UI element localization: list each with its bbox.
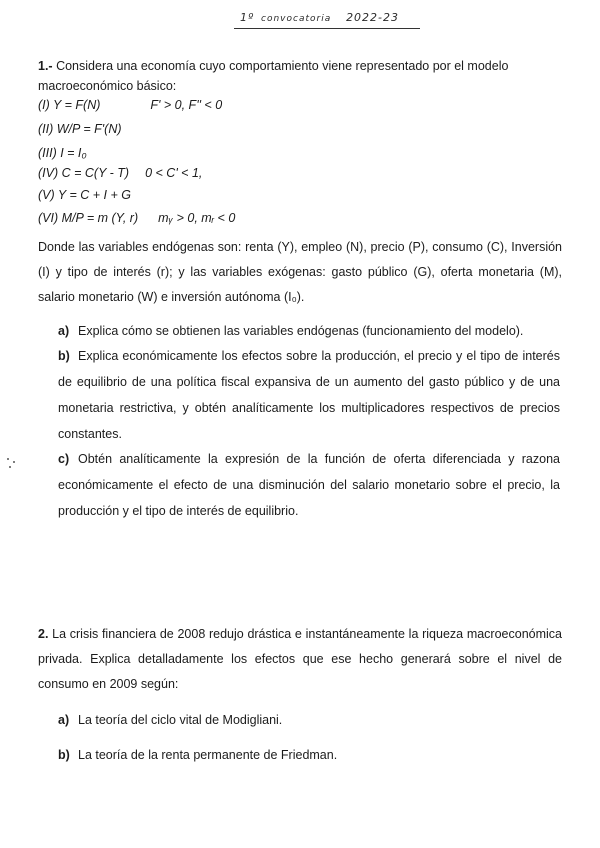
question-2 bbox=[38, 622, 562, 697]
question-1-text: Considera una economía cuyo comportamiento viene representado por el modelo macroeconómico básico: bbox=[38, 59, 509, 93]
question-2-item-a bbox=[58, 707, 560, 733]
question-1-item-a bbox=[58, 318, 560, 344]
equation-2 bbox=[38, 122, 122, 136]
equation-3 bbox=[38, 146, 87, 160]
equation-label: (II) W/P = F'(N) bbox=[38, 122, 122, 136]
equation-1 bbox=[38, 98, 222, 112]
item-text: La teoría del ciclo vital de Modigliani. bbox=[78, 713, 283, 727]
equation-label: (III) I = I₀ bbox=[38, 146, 87, 160]
question-1-item-b bbox=[58, 343, 560, 447]
question-2-number: 2. bbox=[38, 627, 49, 641]
item-label: b) bbox=[58, 349, 70, 363]
item-label: a) bbox=[58, 713, 70, 727]
equation-label: (V) Y = C + I + G bbox=[38, 188, 131, 202]
question-2-item-b bbox=[58, 742, 560, 768]
header-year: 2022-23 bbox=[346, 11, 400, 24]
equation-5 bbox=[38, 188, 131, 202]
equation-6 bbox=[38, 211, 235, 225]
equation-condition: F' > 0, F'' < 0 bbox=[150, 98, 223, 112]
equation-condition: 0 < C' < 1, bbox=[145, 166, 203, 180]
item-text: Obtén analíticamente la expresión de la función de oferta diferenciada y razona económicamente el efecto de una disminución del salario monetario sobre el precio, la producción y el tipo de interés de equilibrio. bbox=[58, 452, 560, 518]
equation-label: (IV) C = C(Y - T) bbox=[38, 166, 130, 180]
item-label: b) bbox=[58, 748, 70, 762]
item-label: a) bbox=[58, 324, 70, 338]
margin-mark bbox=[4, 455, 22, 471]
variables-paragraph: Donde las variables endógenas son: renta (Y), empleo (N), precio (P), consumo (C), Inversión (I) y tipo de interés (r); y las variables exógenas: gasto público (G), oferta monetaria (M), salario monetario (W) e inversión autónoma (I₀). bbox=[38, 240, 562, 304]
question-1-number: 1.- bbox=[38, 59, 53, 73]
item-text: Explica cómo se obtienen las variables endógenas (funcionamiento del modelo). bbox=[78, 324, 524, 338]
item-text: La teoría de la renta permanente de Friedman. bbox=[78, 748, 338, 762]
handwritten-header bbox=[240, 10, 399, 24]
equation-condition: mᵧ > 0, mᵣ < 0 bbox=[158, 211, 236, 225]
header-number: 1º bbox=[240, 11, 255, 24]
header-underline bbox=[234, 28, 420, 29]
item-label: c) bbox=[58, 452, 70, 466]
equation-label: (VI) M/P = m (Y, r) bbox=[38, 211, 139, 225]
equation-4 bbox=[38, 166, 202, 180]
item-text: Explica económicamente los efectos sobre la producción, el precio y el tipo de interés de equilibrio de una política fiscal expansiva de un aumento del gasto público y de una monetaria restrictiva, y obtén analíticamente los multiplicadores respectivos de precios constantes. bbox=[58, 349, 560, 441]
question-1-item-c bbox=[58, 446, 560, 524]
question-1-intro bbox=[38, 56, 562, 96]
equation-label: (I) Y = F(N) bbox=[38, 98, 101, 112]
question-2-text: La crisis financiera de 2008 redujo drástica e instantáneamente la riqueza macroeconómica privada. Explica detalladamente los efectos que ese hecho generará sobre el nivel de consumo en 2009 según: bbox=[38, 627, 562, 691]
header-convocatoria: convocatoria bbox=[261, 14, 332, 24]
